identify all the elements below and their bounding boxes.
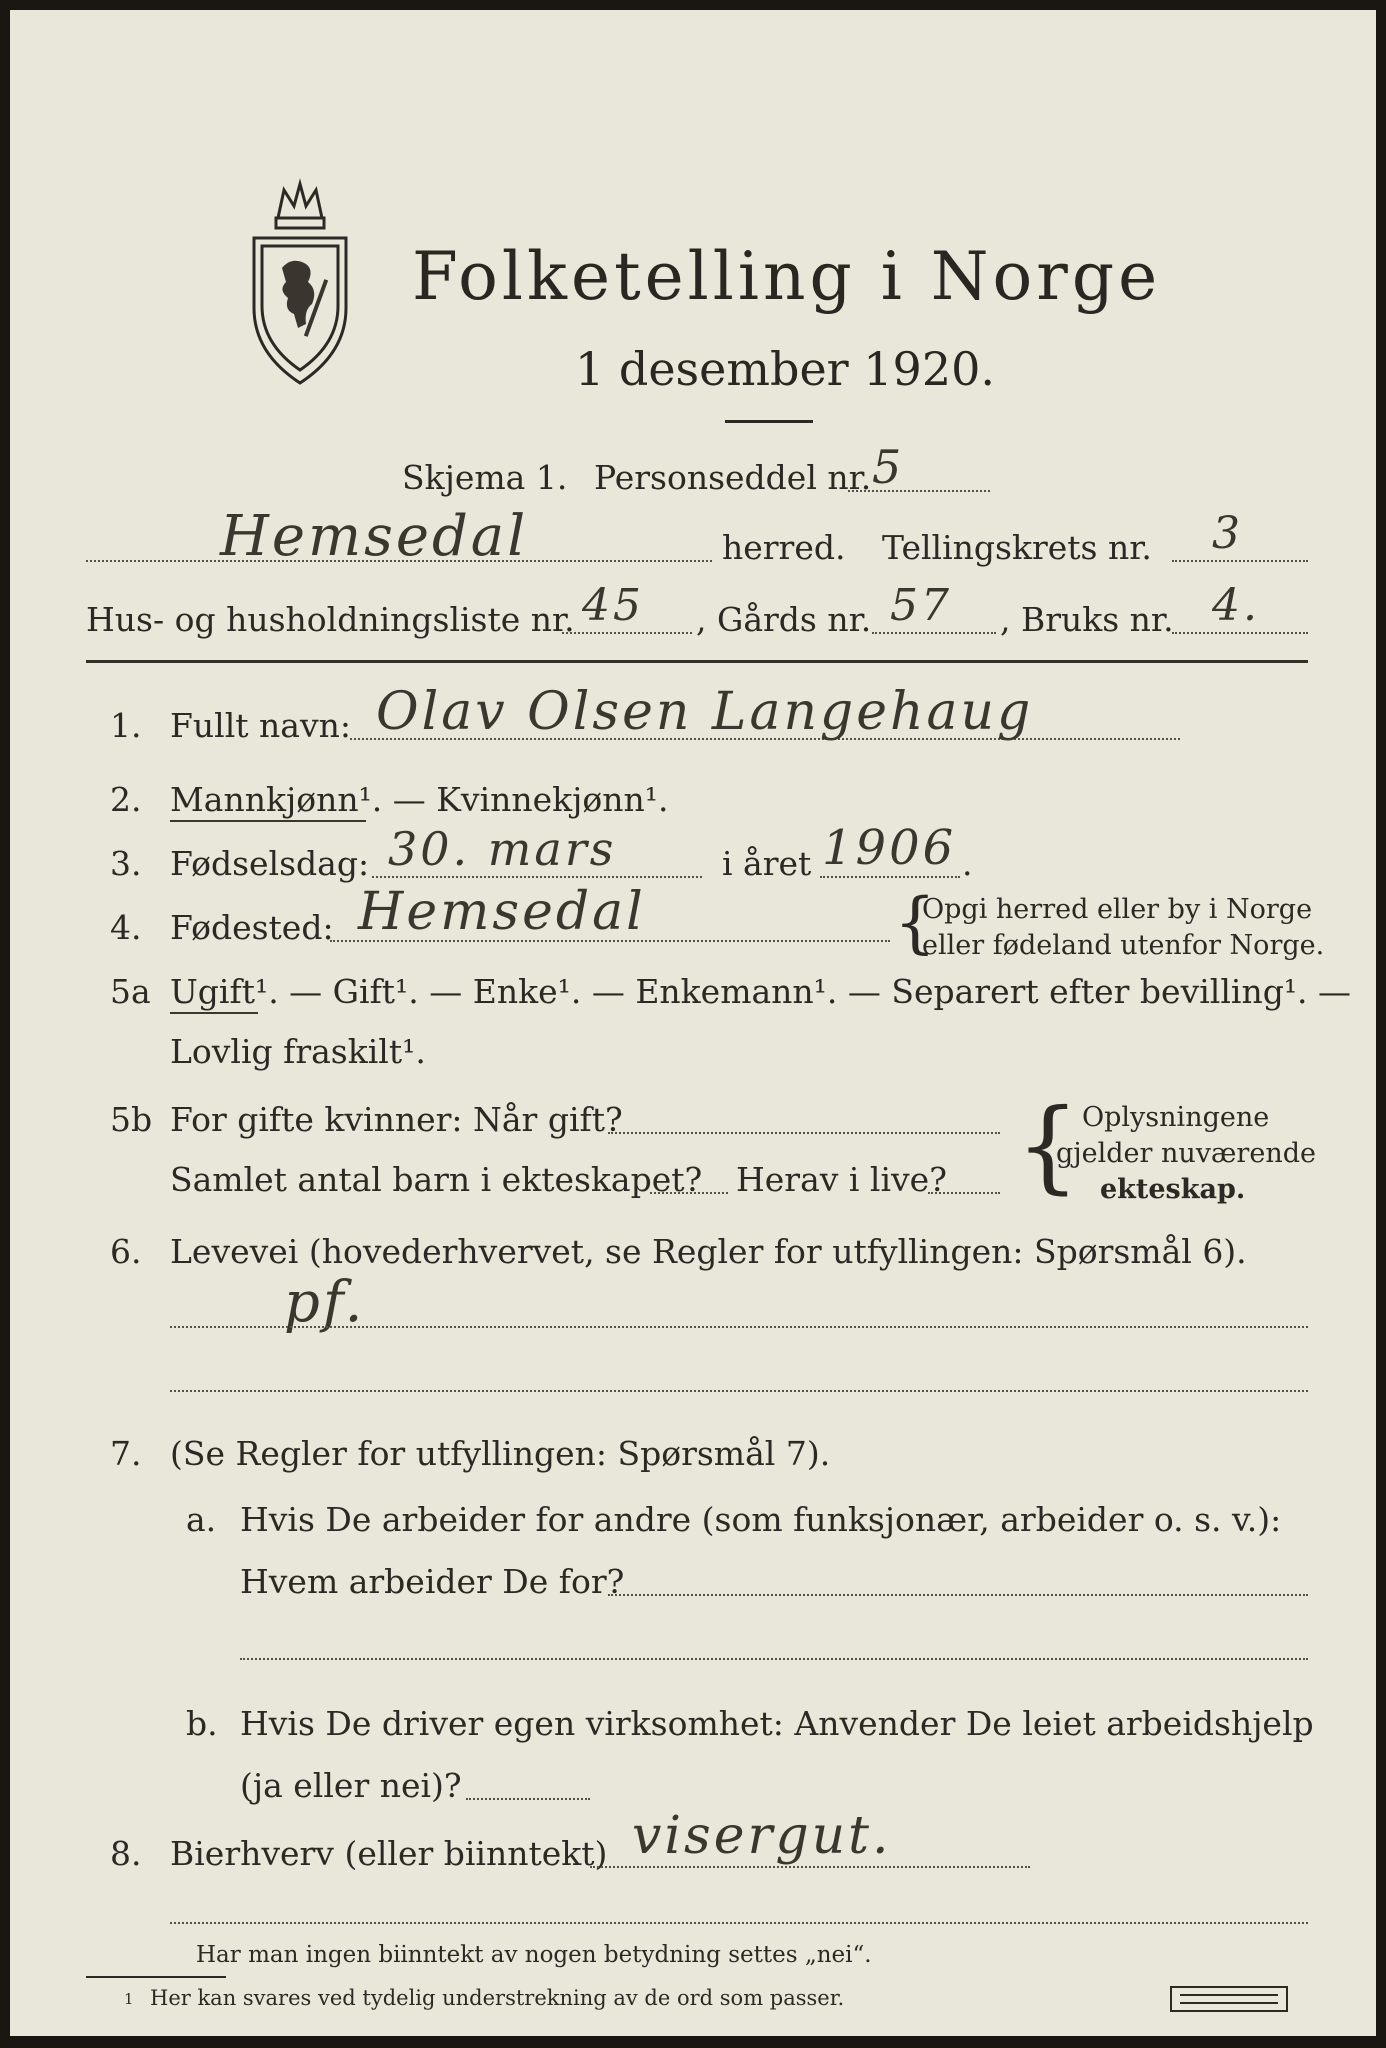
personseddel-value: 5 — [872, 440, 905, 494]
q2-separator: — — [382, 780, 437, 819]
q5a-ugift-underline — [170, 1012, 258, 1014]
census-form — [10, 10, 1376, 2036]
personseddel-label: Personseddel nr. — [594, 458, 872, 497]
printer-stamp-icon — [1170, 1986, 1288, 2012]
q5b-note-line1: Oplysningene — [1082, 1102, 1270, 1133]
q7b-line2: (ja eller nei)? — [240, 1766, 462, 1805]
gards-value: 57 — [890, 580, 952, 631]
bruks-value: 4. — [1212, 580, 1260, 631]
q7a-dotline-2 — [240, 1658, 1308, 1660]
q5a-line2: Lovlig fraskilt¹. — [170, 1032, 426, 1071]
q6-dotline-1 — [170, 1326, 1308, 1328]
q5b-alive-dotline — [928, 1192, 1000, 1194]
tellingskrets-value: 3 — [1212, 508, 1243, 559]
q8-dotline-2 — [170, 1922, 1308, 1924]
q8-label: Bierhverv (eller biinntekt) — [170, 1834, 608, 1873]
q4-number: 4. — [110, 908, 142, 947]
q2-number: 2. — [110, 780, 142, 819]
q1-number: 1. — [110, 706, 142, 745]
q2-options — [170, 780, 669, 819]
footnote-rule — [86, 1976, 226, 1978]
q7b-number: b. — [186, 1704, 218, 1743]
q3-year-label: i året — [722, 844, 812, 883]
q6-number: 6. — [110, 1232, 142, 1271]
q7a-number: a. — [186, 1500, 217, 1539]
q3-value: 30. mars — [388, 822, 617, 876]
norwegian-coat-of-arms-icon — [248, 178, 352, 388]
footnote-text: Her kan svares ved tydelig understrekning av de ord som passer. — [150, 1986, 845, 2010]
q7b-dotline — [466, 1798, 590, 1800]
gards-label: , Gårds nr. — [696, 600, 872, 639]
form-title: Folketelling i Norge — [412, 238, 1162, 315]
q8-number: 8. — [110, 1834, 142, 1873]
footer-note: Har man ingen biinntekt av nogen betydning settes „nei“. — [196, 1942, 872, 1968]
bruks-label: , Bruks nr. — [1000, 600, 1174, 639]
q7a-line2: Hvem arbeider De for? — [240, 1562, 625, 1601]
title-divider — [725, 420, 813, 423]
q5a-other-options: — Gift¹. — Enke¹. — Enkemann¹. — Separert efter bevilling¹. — — [278, 972, 1352, 1011]
q4-note-line2: eller fødeland utenfor Norge. — [922, 930, 1325, 961]
q5a-ugift: Ugift¹. — [170, 972, 279, 1011]
q5b-label1: For gifte kvinner: Når gift? — [170, 1100, 623, 1139]
bruks-dotline — [1172, 632, 1308, 634]
q8-dotline — [590, 1866, 1030, 1868]
herred-value: Hemsedal — [220, 504, 529, 569]
q2-male-underline — [170, 820, 366, 822]
q5a-number: 5a — [110, 972, 151, 1011]
q4-label: Fødested: — [170, 908, 334, 947]
hus-value: 45 — [582, 580, 644, 631]
q3-end: . — [962, 844, 973, 883]
q3-number: 3. — [110, 844, 142, 883]
q5b-note-line3: ekteskap. — [1100, 1174, 1246, 1205]
q6-dotline-2 — [170, 1390, 1308, 1392]
q4-value: Hemsedal — [358, 882, 646, 942]
hus-label: Hus- og husholdningsliste nr. — [86, 600, 575, 639]
q5a-options — [170, 972, 1351, 1011]
census-date: 1 desember 1920. — [575, 342, 995, 396]
q6-label: Levevei (hovederhvervet, se Regler for utfyllingen: Spørsmål 6). — [170, 1232, 1247, 1271]
schema-label: Skjema 1. — [402, 458, 568, 497]
q5b-children-dotline — [650, 1192, 728, 1194]
q5b-number: 5b — [110, 1100, 153, 1139]
q5b-label2: Samlet antal barn i ekteskapet? — [170, 1160, 703, 1199]
footnote-mark: 1 — [124, 1990, 134, 2008]
q3-label: Fødselsdag: — [170, 844, 370, 883]
gards-dotline — [872, 632, 996, 634]
q2-female: Kvinnekjønn¹. — [436, 780, 669, 819]
q1-label: Fullt navn: — [170, 706, 351, 745]
tellingskrets-label: Tellingskrets nr. — [882, 528, 1152, 567]
herred-label: herred. — [722, 528, 846, 567]
q7a-text: Hvis De arbeider for andre (som funksjonær, arbeider o. s. v.): — [240, 1500, 1282, 1539]
q2-male: Mannkjønn¹. — [170, 780, 383, 819]
q3-year-value: 1906 — [822, 820, 957, 876]
q5b-married-dotline — [608, 1132, 1000, 1134]
q5b-label3: Herav i live? — [736, 1160, 947, 1199]
q4-note-line1: Opgi herred eller by i Norge — [922, 894, 1313, 925]
personseddel-dotline — [848, 490, 990, 492]
q4-brace: { — [894, 884, 936, 961]
q1-value: Olav Olsen Langehaug — [376, 682, 1034, 742]
q3-dotline — [372, 876, 702, 878]
q7-number: 7. — [110, 1434, 142, 1473]
hus-dotline — [562, 632, 692, 634]
q7a-dotline-1 — [608, 1594, 1308, 1596]
q5b-brace: { — [1016, 1087, 1080, 1204]
tellingskrets-dotline — [1172, 560, 1308, 562]
q5b-note-line2: gjelder nuværende — [1056, 1138, 1316, 1169]
q7b-text: Hvis De driver egen virksomhet: Anvender De leiet arbeidshjelp — [240, 1704, 1314, 1743]
q8-value: visergut. — [632, 1806, 892, 1866]
q3-year-dotline — [820, 876, 960, 878]
q7-label: (Se Regler for utfyllingen: Spørsmål 7). — [170, 1434, 831, 1473]
header-rule — [86, 660, 1308, 663]
q6-value: pf. — [284, 1270, 366, 1335]
